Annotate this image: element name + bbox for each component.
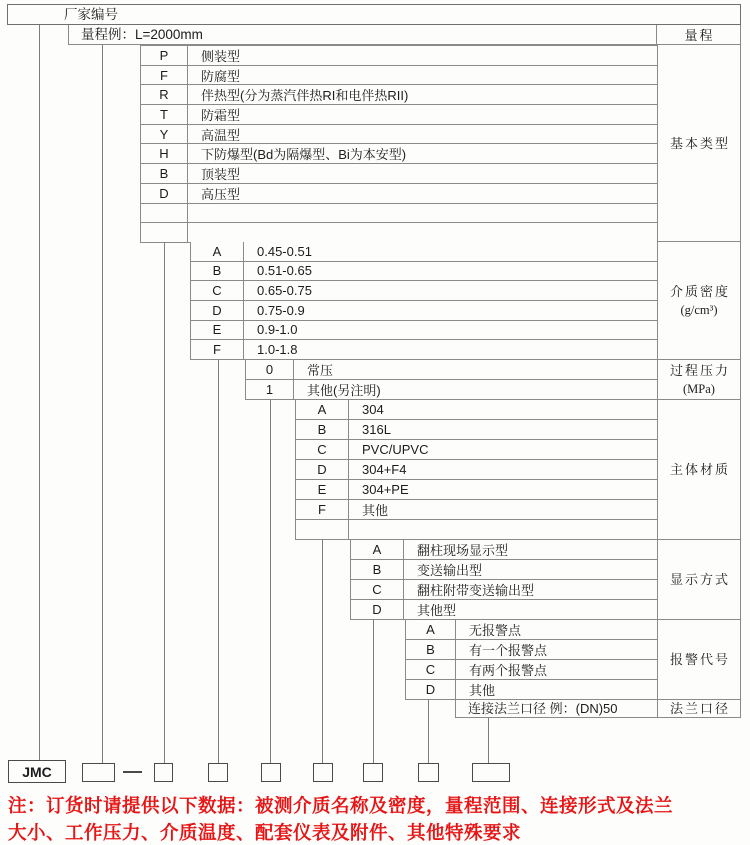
- table-row: [191, 281, 657, 301]
- code-box-pressure: [261, 763, 281, 782]
- description-cell: 无报警点: [469, 623, 522, 638]
- connector-line-material: [322, 540, 323, 763]
- basic-type-label: 基本类型: [658, 45, 740, 242]
- description-cell: 翻柱附带变送输出型: [417, 583, 535, 598]
- table-row: [141, 46, 657, 66]
- ordering-note-line1: 注：订货时请提供以下数据：被测介质名称及密度，量程范围、连接形式及法兰: [8, 795, 674, 816]
- code-box-material: [313, 763, 333, 782]
- table-row: [191, 262, 657, 282]
- table-row: [141, 164, 657, 184]
- table-row: [406, 660, 657, 680]
- process-pressure-table: [245, 360, 657, 400]
- description-cell: 0.51-0.65: [257, 263, 312, 279]
- description-cell: 高压型: [201, 186, 241, 202]
- description-cell: 翻柱现场显示型: [417, 543, 509, 558]
- description-cell: 316L: [362, 422, 391, 437]
- code-cell: B: [296, 420, 349, 439]
- table-row: [351, 540, 657, 560]
- table-row: [296, 420, 657, 440]
- code-box-display: [363, 763, 383, 782]
- code-cell: 1: [246, 380, 294, 399]
- description-cell: 304+F4: [362, 462, 407, 477]
- code-cell: B: [351, 560, 404, 579]
- code-cell: F: [191, 340, 244, 359]
- manufacturer-number-box: [7, 4, 741, 25]
- description-cell: 0.9-1.0: [257, 322, 298, 338]
- code-cell: [141, 223, 188, 242]
- basic-type-table: [140, 45, 657, 243]
- category-label-column: [657, 45, 741, 718]
- code-cell: C: [191, 281, 244, 300]
- code-cell: C: [406, 660, 456, 679]
- code-cell: T: [141, 105, 188, 124]
- code-cell: A: [351, 540, 404, 559]
- table-row: [141, 105, 657, 125]
- description-cell: PVC/UPVC: [362, 442, 429, 457]
- description-cell: 其他型: [417, 603, 457, 618]
- code-cell: A: [191, 242, 244, 261]
- code-box-range: [82, 763, 115, 782]
- ordering-note-line2: 大小、工作压力、介质温度、配套仪表及附件、其他特殊要求: [8, 822, 522, 843]
- table-row: [191, 321, 657, 341]
- code-cell: F: [141, 66, 188, 85]
- code-cell: D: [351, 600, 404, 619]
- code-cell: E: [191, 321, 244, 340]
- table-row: [296, 460, 657, 480]
- process-pressure-label: 过程压力 (MPa): [658, 360, 740, 400]
- code-cell: D: [296, 460, 349, 479]
- table-row: [296, 440, 657, 460]
- body-material-table: [295, 400, 657, 540]
- connector-line-alarm: [428, 700, 429, 763]
- description-cell: 有一个报警点: [469, 643, 548, 658]
- description-cell: 0.65-0.75: [257, 283, 312, 299]
- table-row: [191, 301, 657, 321]
- code-cell: C: [296, 440, 349, 459]
- description-cell: 变送输出型: [417, 563, 483, 578]
- range-example-text: 量程例：L=2000mm: [81, 27, 203, 42]
- flange-size-row: 连接法兰口径 例：(DN)50: [455, 700, 657, 718]
- table-row: [191, 340, 657, 360]
- code-cell: H: [141, 144, 188, 163]
- model-code-box: JMC: [8, 760, 66, 783]
- connector-line-range: [102, 45, 103, 763]
- description-cell: 顶装型: [201, 166, 241, 182]
- code-cell: C: [351, 580, 404, 599]
- code-box-density: [208, 763, 228, 782]
- description-cell: 高温型: [201, 127, 241, 143]
- code-cell: 0: [246, 360, 294, 379]
- description-cell: 下防爆型(Bd为隔爆型、Bi为本安型): [201, 147, 407, 163]
- table-row: [406, 620, 657, 640]
- medium-density-label: 介质密度 (g/cm³): [658, 242, 740, 360]
- table-row: [141, 125, 657, 145]
- description-cell: 伴热型(分为蒸汽伴热RI和电伴热RII): [201, 88, 409, 104]
- table-row: [246, 380, 657, 400]
- code-cell: R: [141, 85, 188, 104]
- connector-line-manufacturer: [39, 25, 40, 760]
- code-cell: B: [191, 262, 244, 281]
- code-cell: A: [406, 620, 456, 639]
- code-cell: D: [191, 301, 244, 320]
- code-cell: E: [296, 480, 349, 499]
- description-cell: [188, 223, 657, 242]
- connector-line-density: [218, 360, 219, 763]
- code-box-alarm: [418, 763, 439, 782]
- manufacturer-number-label: 厂家编号: [64, 7, 118, 22]
- description-cell: [349, 520, 657, 539]
- table-row: [351, 600, 657, 620]
- flange-size-label: 法兰口径: [658, 700, 740, 718]
- code-cell: F: [296, 500, 349, 519]
- table-row: [351, 560, 657, 580]
- medium-density-table: [190, 242, 657, 360]
- table-row: [141, 85, 657, 105]
- description-cell: 304: [362, 402, 384, 417]
- code-cell: D: [406, 680, 456, 699]
- dash-separator: [123, 771, 142, 773]
- table-row: [296, 500, 657, 520]
- connector-line-display: [373, 620, 374, 763]
- code-cell: A: [296, 400, 349, 419]
- table-row: [296, 520, 657, 540]
- table-row: [141, 204, 657, 224]
- alarm-code-table: [405, 620, 657, 700]
- connector-line-pressure: [270, 400, 271, 763]
- display-mode-table: [350, 540, 657, 620]
- alarm-code-label: 报警代号: [658, 620, 740, 700]
- table-row: [141, 66, 657, 86]
- description-cell: 侧装型: [201, 48, 241, 64]
- description-cell: 304+PE: [362, 482, 409, 497]
- description-cell: 有两个报警点: [469, 663, 548, 678]
- code-cell: [296, 520, 349, 539]
- table-row: [141, 144, 657, 164]
- table-row: [141, 223, 657, 243]
- description-cell: 其他(另注明): [307, 383, 381, 398]
- description-cell: 常压: [307, 363, 334, 378]
- description-cell: 0.45-0.51: [257, 243, 312, 259]
- code-cell: Y: [141, 125, 188, 144]
- table-row: [296, 400, 657, 420]
- description-cell: 1.0-1.8: [257, 342, 298, 358]
- range-row: [68, 25, 741, 45]
- code-cell: B: [141, 164, 188, 183]
- code-box-basic-type: [154, 763, 173, 782]
- range-label: 量程: [656, 25, 740, 44]
- connector-line-basic-type: [164, 242, 165, 763]
- description-cell: [188, 204, 657, 223]
- description-cell: 其他: [362, 503, 389, 518]
- table-row: [406, 680, 657, 700]
- table-row: [296, 480, 657, 500]
- description-cell: 其他: [469, 683, 496, 698]
- connector-line-flange: [488, 718, 489, 763]
- description-cell: 防霜型: [201, 107, 241, 123]
- code-cell: P: [141, 46, 188, 65]
- description-cell: 0.75-0.9: [257, 302, 305, 318]
- display-mode-label: 显示方式: [658, 540, 740, 620]
- table-row: [141, 184, 657, 204]
- table-row: [246, 360, 657, 380]
- code-cell: [141, 204, 188, 223]
- code-cell: D: [141, 184, 188, 203]
- ordering-note: [8, 792, 745, 845]
- description-cell: 防腐型: [201, 68, 241, 84]
- code-box-flange: [472, 763, 510, 782]
- table-row: [406, 640, 657, 660]
- code-cell: B: [406, 640, 456, 659]
- table-row: [191, 242, 657, 262]
- body-material-label: 主体材质: [658, 400, 740, 540]
- table-row: [351, 580, 657, 600]
